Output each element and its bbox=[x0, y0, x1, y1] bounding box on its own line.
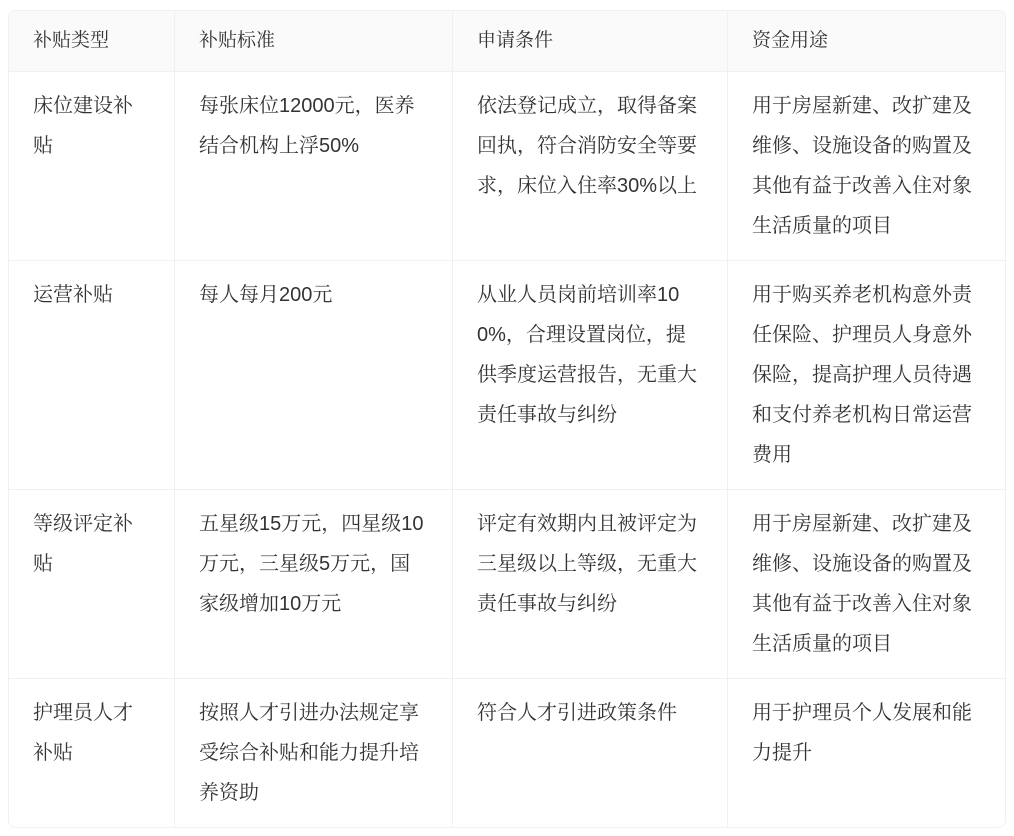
table-header-row bbox=[9, 11, 1006, 72]
cell-type: 等级评定补贴 bbox=[9, 490, 175, 679]
subsidy-table-container bbox=[8, 10, 1006, 828]
cell-conditions: 评定有效期内且被评定为三星级以上等级，无重大责任事故与纠纷 bbox=[453, 490, 728, 679]
cell-usage: 用于房屋新建、改扩建及维修、设施设备的购置及其他有益于改善入住对象生活质量的项目 bbox=[728, 72, 1006, 261]
cell-type: 运营补贴 bbox=[9, 261, 175, 490]
cell-conditions: 依法登记成立，取得备案回执，符合消防安全等要求，床位入住率30%以上 bbox=[453, 72, 728, 261]
cell-standard: 每人每月200元 bbox=[175, 261, 453, 490]
column-header-fund-usage: 资金用途 bbox=[728, 11, 1006, 72]
table-row-grade-rating bbox=[9, 490, 1006, 679]
cell-type: 床位建设补贴 bbox=[9, 72, 175, 261]
cell-conditions: 从业人员岗前培训率100%，合理设置岗位，提供季度运营报告，无重大责任事故与纠纷 bbox=[453, 261, 728, 490]
subsidy-table bbox=[9, 11, 1006, 827]
cell-standard: 五星级15万元，四星级10万元，三星级5万元，国家级增加10万元 bbox=[175, 490, 453, 679]
column-header-apply-conditions: 申请条件 bbox=[453, 11, 728, 72]
column-header-subsidy-standard: 补贴标准 bbox=[175, 11, 453, 72]
cell-usage: 用于房屋新建、改扩建及维修、设施设备的购置及其他有益于改善入住对象生活质量的项目 bbox=[728, 490, 1006, 679]
cell-usage: 用于购买养老机构意外责任保险、护理员人身意外保险，提高护理人员待遇和支付养老机构日常运营费用 bbox=[728, 261, 1006, 490]
cell-standard: 每张床位12000元，医养结合机构上浮50% bbox=[175, 72, 453, 261]
table-row-bed-construction bbox=[9, 72, 1006, 261]
cell-standard: 按照人才引进办法规定享受综合补贴和能力提升培养资助 bbox=[175, 679, 453, 827]
table-row-caregiver-talent bbox=[9, 679, 1006, 827]
column-header-subsidy-type: 补贴类型 bbox=[9, 11, 175, 72]
table-row-operation bbox=[9, 261, 1006, 490]
cell-type: 护理员人才补贴 bbox=[9, 679, 175, 827]
cell-conditions: 符合人才引进政策条件 bbox=[453, 679, 728, 827]
cell-usage: 用于护理员个人发展和能力提升 bbox=[728, 679, 1006, 827]
